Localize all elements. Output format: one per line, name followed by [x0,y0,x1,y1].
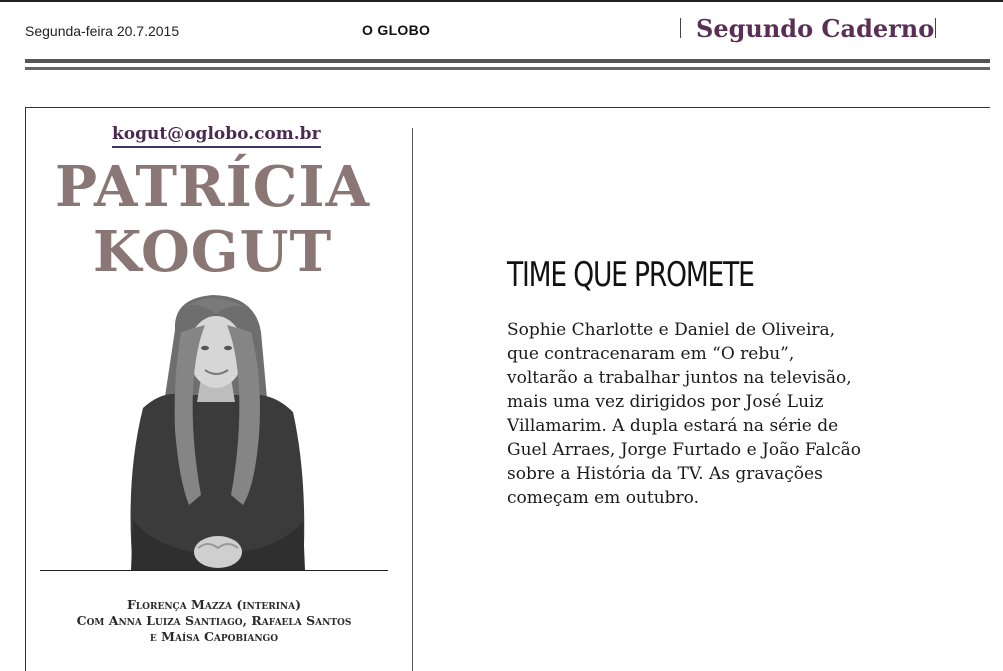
issue-date: Segunda-feira 20.7.2015 [25,23,180,39]
columnist-email-link[interactable]: kogut@oglobo.com.br [112,124,321,148]
section-divider-left [680,18,681,38]
columnist-portrait [113,290,318,585]
article-headline: TIME QUE PROMETE [507,255,754,295]
column-divider [412,128,413,671]
column-frame-top [25,107,990,108]
top-border [0,0,1003,2]
section-title: Segundo Caderno [696,14,935,43]
portrait-rule [40,570,388,571]
newspaper-brand: O GLOBO [362,22,431,38]
column-credits [40,597,388,645]
credit-line: e Maísa Capobiango [149,629,279,644]
section-divider-right [935,18,936,38]
header-rule-thick [25,59,990,63]
article-body: Sophie Charlotte e Daniel de Oliveira, que contracenaram em “O rebu”, voltarão a trabalhar juntos na televisão, mais uma vez dirigidos por José Luiz Villamarim. A dupla estará na série de Guel Arraes, Jorge Furtado e João Falcão sobre a História da TV. As gravações começam em outubro. [507,320,861,508]
columnist-last-name: KOGUT [92,219,333,285]
credit-line: Florença Mazza (interina) [126,597,302,612]
header-rule-thin [25,67,990,70]
credit-line: Com Anna Luiza Santiago, Rafaela Santos [76,613,352,628]
column-frame-left [25,107,26,671]
columnist-first-name: PATRÍCIA [54,154,371,220]
